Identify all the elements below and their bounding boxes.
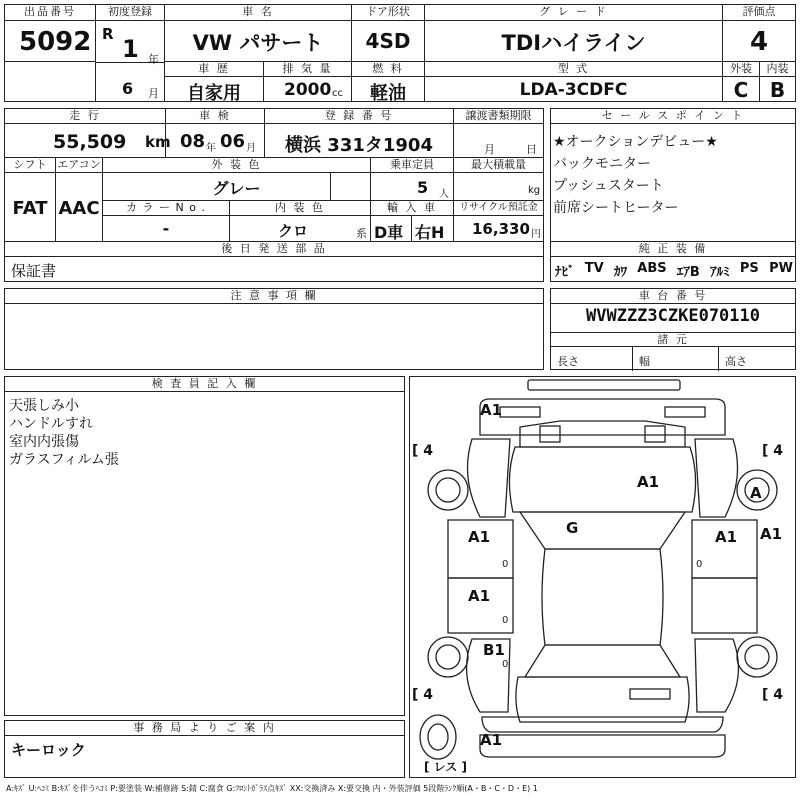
door-cell: [351, 4, 425, 62]
height-label: 高さ: [725, 355, 747, 368]
color-value: グレー: [212, 179, 261, 198]
transfer-day-unit: 日: [526, 143, 537, 156]
equipment-item: ｱﾙﾐ: [710, 265, 730, 280]
score-label: 評価点: [723, 5, 795, 21]
office-value: キーロック: [11, 741, 86, 759]
mark-right-fender: A1: [760, 525, 783, 543]
year-value: 1: [122, 35, 139, 63]
load-label: 最大積載量: [454, 158, 543, 173]
later-parts-value: 保証書: [11, 262, 57, 280]
mark-roof: G: [566, 519, 579, 537]
door-value: 4SD: [365, 29, 411, 53]
import-value: D車: [374, 223, 404, 242]
tire-depth-fr: [ 4: [762, 443, 784, 459]
exterior-grade-cell: [722, 61, 760, 102]
equipment-label: 純 正 装 備: [551, 242, 795, 257]
exterior-grade-value: C: [733, 78, 749, 102]
equipment-item: PW: [769, 261, 793, 276]
mark-front: A1: [480, 401, 503, 419]
car-name-label: 車 名: [165, 5, 351, 21]
year-unit: 年: [148, 53, 159, 66]
displacement-value: 2000: [284, 80, 332, 100]
fuel-label: 燃 料: [352, 62, 424, 77]
interior-color-label: 内 装 色: [230, 201, 370, 216]
inspector-line-4: ガラスフィルム張: [9, 452, 119, 468]
inspection-label: 車 検: [166, 109, 264, 124]
mark-left-front-door: A1: [468, 528, 491, 546]
grade-cell: [424, 4, 723, 62]
zero-mark: 0: [696, 559, 703, 570]
transfer-month-unit: 月: [484, 143, 495, 156]
plate-value: 横浜 331タ1904: [285, 135, 433, 156]
load-cell: [453, 157, 544, 201]
displacement-cell: [263, 61, 352, 102]
model-cell: [424, 61, 723, 102]
mark-rear: A1: [480, 731, 503, 749]
first-reg-cell: [95, 4, 165, 102]
fuel-cell: [351, 61, 425, 102]
score-value: 4: [749, 27, 769, 57]
shift-cell: [4, 157, 56, 242]
later-parts-cell: [4, 241, 544, 282]
sales-point-cell: [550, 108, 796, 242]
tire-depth-fl: [ 4: [412, 443, 434, 459]
office-label: 事 務 局 よ り ご 案 内: [5, 721, 404, 736]
inspector-label: 検 査 員 記 入 欄: [5, 377, 404, 392]
length-label: 長さ: [557, 355, 579, 368]
lot-number-blank: [4, 61, 96, 102]
color-no-value: -: [162, 219, 170, 238]
car-name-cell: [164, 4, 352, 62]
history-cell: [164, 61, 264, 102]
color-label: 外 装 色: [103, 158, 370, 173]
equipment-item: ｶﾜ: [614, 265, 627, 280]
shift-label: シフト: [5, 158, 55, 173]
month-value: 6: [122, 79, 134, 98]
capacity-label: 乗車定員: [371, 158, 453, 173]
era-value: R: [102, 25, 114, 43]
lot-number-value: 5092: [19, 27, 92, 57]
chassis-number: WVWZZZ3CZKE070110: [586, 306, 760, 326]
first-reg-label: 初度登録: [96, 5, 164, 21]
mileage-value: 55,509: [53, 131, 127, 153]
chassis-cell: [550, 288, 796, 370]
interior-color-value: クロ: [277, 222, 308, 240]
inspection-year-unit: 年: [206, 143, 216, 154]
load-unit: kg: [528, 185, 541, 196]
color-no-label: カ ラ ー N o .: [103, 201, 229, 216]
score-cell: [722, 4, 796, 62]
door-label: ドア形状: [352, 5, 424, 21]
mark-rear-left: B1: [483, 641, 505, 659]
mileage-cell: [4, 108, 171, 158]
sales-point-3: プッシュスタート: [553, 178, 664, 194]
equipment-item: ﾅﾋﾞ: [555, 265, 575, 280]
import-cell: [370, 200, 454, 242]
equipment-item: PS: [739, 261, 759, 276]
interior-color-unit: 系: [356, 227, 367, 240]
office-cell: [4, 720, 405, 778]
damage-diagram-cell: [409, 376, 796, 778]
sales-point-1: ★オークションデビュー★: [553, 134, 718, 150]
displacement-unit: cc: [332, 88, 343, 99]
displacement-label: 排 気 量: [264, 62, 351, 77]
capacity-unit: 人: [439, 189, 449, 200]
month-unit: 月: [148, 87, 159, 100]
fuel-value: 軽油: [370, 83, 406, 104]
width-label: 幅: [639, 355, 650, 368]
chassis-label: 車 台 番 号: [551, 289, 795, 304]
shift-value: FAT: [12, 198, 48, 219]
capacity-cell: [370, 157, 454, 201]
spec-label: 諸 元: [551, 332, 795, 347]
later-parts-label: 後 日 発 送 部 品: [5, 242, 543, 257]
transfer-cell: [453, 108, 544, 158]
color-cell: [102, 157, 371, 201]
mark-hood: A1: [637, 473, 660, 491]
ac-value: AAC: [58, 198, 100, 219]
inspection-month-unit: 月: [246, 143, 256, 154]
equipment-item: ｴｱB: [676, 265, 700, 280]
grade-label: グ レ ー ド: [425, 5, 722, 21]
sales-point-4: 前席シートヒーター: [553, 200, 679, 216]
lot-number-cell: [4, 4, 96, 62]
interior-grade-label: 内装: [760, 62, 795, 77]
tire-depth-rr: [ 4: [762, 687, 784, 703]
capacity-value: 5: [417, 178, 429, 197]
equipment-list: [555, 261, 793, 280]
legend-text: A:ｷｽﾞ U:ﾍｺﾐ B:ｷｽﾞを伴うﾍｺﾐ P:要塗装 W:補修跡 S:錆 C:腐食 G:ﾌﾛﾝﾄｶﾞﾗｽ点ｷｽﾞ XX:交換済み X:要交換 内・外装評価 5段階ﾗﾝｸ順(A・B・C・D・E) 1: [6, 784, 538, 793]
inspection-year: 08: [180, 131, 206, 152]
equipment-item: ABS: [637, 261, 667, 276]
transfer-label: 譲渡書類期限: [454, 109, 543, 124]
inspection-month: 06: [220, 131, 246, 152]
car-name-value: VW パサート: [192, 31, 324, 55]
zero-mark: 0: [502, 659, 509, 670]
interior-grade-value: B: [769, 78, 786, 102]
mileage-label: 走 行: [5, 109, 165, 124]
inspection-cell: [165, 108, 265, 158]
recycle-cell: [453, 200, 544, 242]
car-damage-diagram: [410, 377, 795, 777]
inspector-line-1: 天張しみ小: [9, 398, 79, 414]
color-no-cell: [102, 200, 230, 242]
exterior-grade-label: 外装: [723, 62, 759, 77]
inspector-line-2: ハンドルすれ: [9, 416, 93, 432]
grade-value: TDIハイライン: [501, 31, 646, 55]
equipment-cell: [550, 241, 796, 282]
plate-label: 登 録 番 号: [265, 109, 453, 124]
mileage-unit: km: [145, 133, 171, 151]
lot-number-label: 出品番号: [5, 5, 95, 21]
mark-right-front-door: A1: [715, 528, 738, 546]
zero-mark: 0: [502, 559, 509, 570]
ac-cell: [55, 157, 103, 242]
sales-point-label: セ ー ル ス ポ イ ン ト: [551, 109, 795, 124]
inspector-line-3: 室内内張傷: [9, 434, 79, 450]
recycle-unit: 円: [531, 229, 541, 240]
history-label: 車 歴: [165, 62, 263, 77]
recycle-value: 16,330: [472, 220, 530, 238]
tire-depth-rl: [ 4: [412, 687, 434, 703]
sales-point-2: バックモニター: [553, 156, 651, 172]
history-value: 自家用: [187, 83, 241, 104]
plate-cell: [264, 108, 454, 158]
ac-label: エアコン: [57, 158, 101, 171]
notes-label: 注 意 事 項 欄: [5, 289, 543, 304]
import-label: 輸 入 車: [371, 201, 453, 216]
interior-color-cell: [229, 200, 371, 242]
recycle-label: リサイクル預託金: [454, 201, 543, 216]
model-value: LDA-3CDFC: [519, 80, 628, 100]
interior-grade-cell: [759, 61, 796, 102]
mark-left-rear-door: A1: [468, 587, 491, 605]
equipment-item: TV: [584, 261, 604, 276]
model-label: 型 式: [425, 62, 722, 77]
handle-value: 右H: [415, 223, 445, 242]
mark-right-front-wheel: A: [750, 484, 762, 502]
zero-mark: 0: [502, 615, 509, 626]
notes-cell: [4, 288, 544, 370]
spare-tire-label: [ レス ]: [424, 760, 467, 774]
inspector-cell: [4, 376, 405, 716]
